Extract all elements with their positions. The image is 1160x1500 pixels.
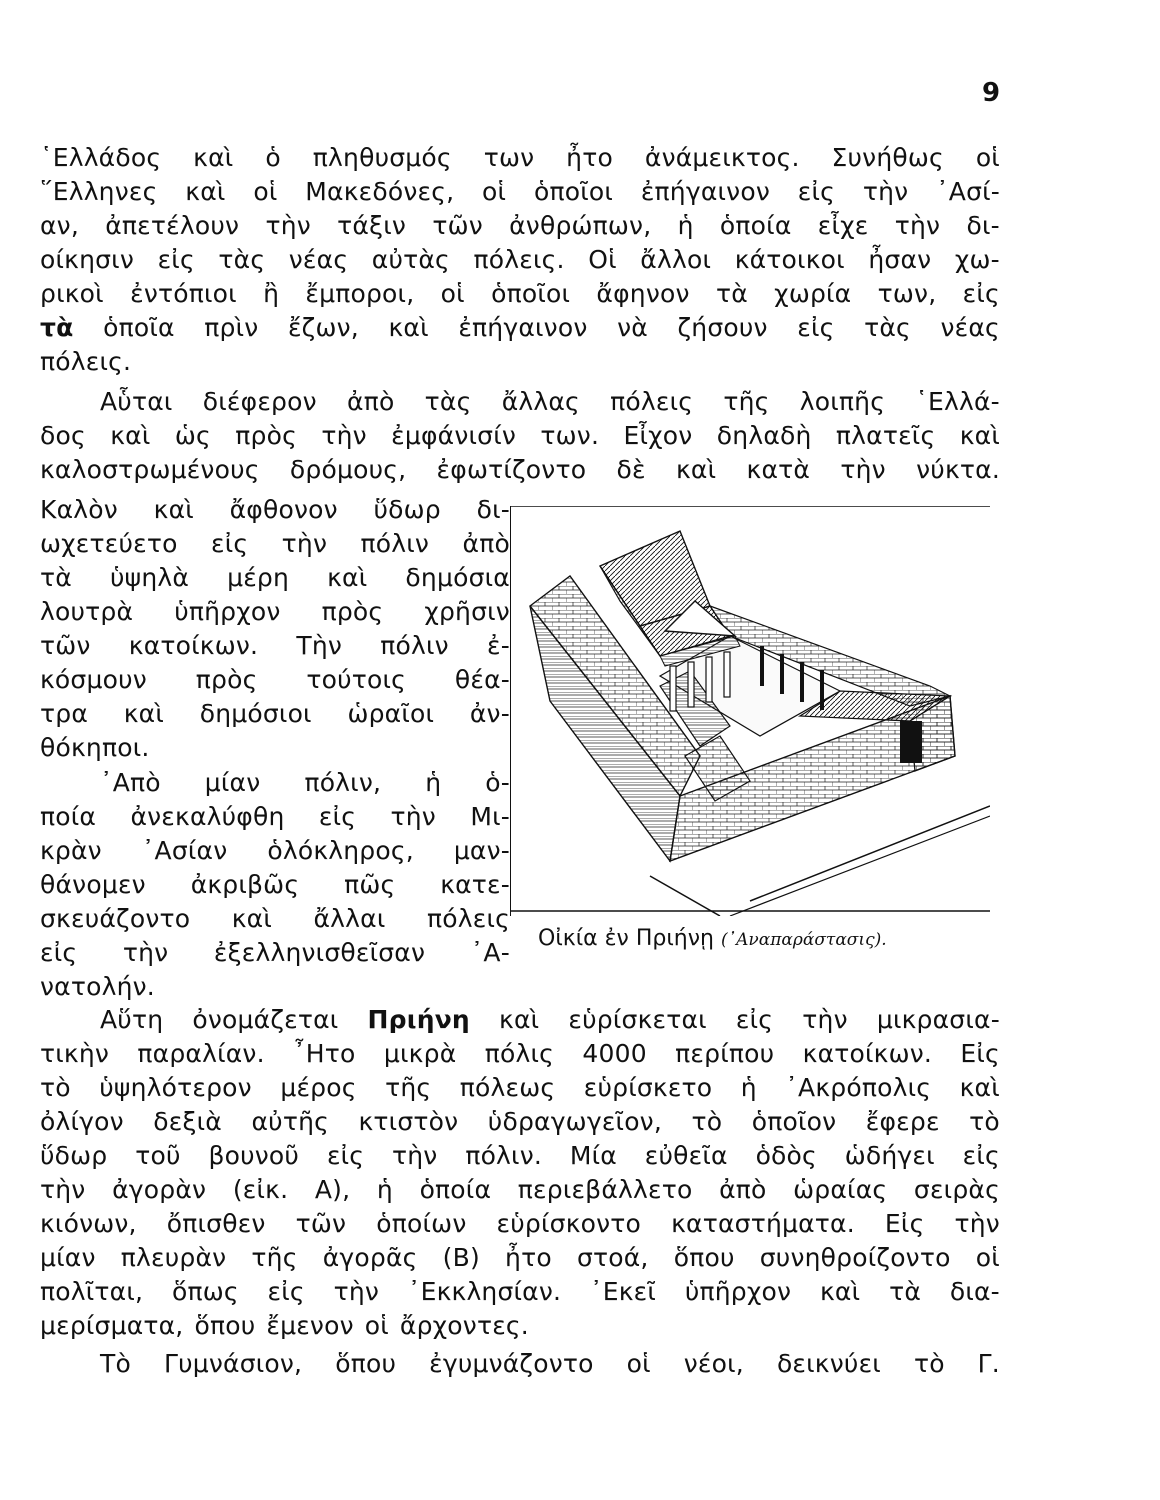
caption-subtitle: (᾿Αναπαράστασις). — [720, 930, 887, 950]
word: τὰ — [715, 279, 748, 308]
word: Εἶχον — [623, 421, 693, 450]
word: δρόμους, — [289, 455, 407, 484]
word: ἡ — [677, 211, 694, 240]
word: χωρία — [774, 279, 852, 308]
word: Μακεδόνες, — [305, 177, 455, 206]
word: πληθυσμός — [312, 143, 452, 172]
word: εἰς — [211, 529, 249, 558]
word: δια- — [949, 1277, 1000, 1306]
word: τὰ — [889, 1277, 922, 1306]
word: μέρη — [227, 563, 290, 592]
word: Γυμνάσιον, — [163, 1349, 303, 1378]
word: εἶχε — [817, 211, 869, 240]
word: ἀπὸ — [462, 529, 510, 558]
word: πόλεις — [427, 904, 510, 933]
word: κιόνων, — [40, 1209, 137, 1238]
word: των, — [877, 279, 937, 308]
word: εἰς — [797, 177, 836, 206]
word: αὐτῆς — [251, 1107, 329, 1136]
word: δος — [40, 421, 86, 450]
word: πῶς — [344, 870, 396, 899]
word: περίπου — [675, 1039, 775, 1068]
text-line — [40, 595, 510, 629]
word: ὅπου — [673, 1243, 735, 1272]
word: οἱ — [253, 177, 278, 206]
word: ᾿Α- — [470, 938, 510, 967]
word: Τὸ — [100, 1349, 131, 1378]
word: ἔφερε — [865, 1107, 940, 1136]
text-line — [40, 1173, 1000, 1207]
word: χρῆσιν — [424, 597, 510, 626]
word: πλατεῖς — [835, 421, 936, 450]
word: καὶ — [959, 1073, 1000, 1102]
word: πόλεις — [610, 387, 694, 416]
word: δι- — [476, 495, 510, 524]
word: ἔμενον — [266, 1311, 354, 1340]
text-line — [40, 527, 510, 561]
word: τὴν — [321, 421, 367, 450]
word: νατολήν. — [40, 972, 155, 1001]
word: ᾿Απὸ — [100, 768, 161, 797]
word: ὀλίγον — [40, 1107, 124, 1136]
word: ὡραίας — [793, 1175, 888, 1204]
word: ἄλλας — [501, 387, 580, 416]
word: ὁποῖα — [103, 313, 175, 342]
text-line — [40, 561, 510, 595]
word: οἱ — [482, 177, 507, 206]
word: λοιπῆς — [799, 387, 886, 416]
word: εὑρίσκεται — [568, 1005, 707, 1034]
word: κατὰ — [746, 455, 811, 484]
text-line — [40, 453, 1000, 487]
word: λουτρὰ — [40, 597, 134, 626]
word: θέα- — [454, 665, 510, 694]
word: σκευάζοντο — [40, 904, 191, 933]
word: νέοι, — [683, 1349, 744, 1378]
word: Τὴν — [296, 631, 343, 660]
word: διέφερον — [202, 387, 317, 416]
word: Εἰς — [884, 1209, 925, 1238]
text-line — [40, 1241, 1000, 1275]
word: Αὕτη — [100, 1005, 164, 1034]
word: τὰς — [864, 313, 911, 342]
word: ὡραῖοι — [347, 699, 435, 728]
word: ἦτο — [505, 1243, 552, 1272]
word: Μι- — [470, 802, 510, 831]
word: ἔμποροι, — [305, 279, 415, 308]
word: καὶ — [675, 455, 717, 484]
word: μίαν — [204, 768, 261, 797]
word: νὰ — [617, 313, 648, 342]
word: πρὸς — [321, 597, 384, 626]
word: ἦσαν — [868, 245, 932, 274]
word: νύκτα. — [916, 455, 1000, 484]
word: μικρὰ — [383, 1039, 457, 1068]
word: τῆς — [723, 387, 770, 416]
word: Καλὸν — [40, 495, 118, 524]
word: πόλιν — [360, 529, 430, 558]
word: ὁποία — [419, 1175, 492, 1204]
word: ῞Ελληνες — [40, 177, 158, 206]
text-line — [40, 1105, 1000, 1139]
word: ὁ — [265, 143, 281, 172]
word: καὶ — [123, 699, 164, 728]
text-line — [40, 629, 510, 663]
word: κόσμουν — [40, 665, 147, 694]
word: ἐγυμνάζοντο — [429, 1349, 594, 1378]
text-line — [40, 697, 510, 731]
text-line — [40, 868, 510, 902]
word: ἀκριβῶς — [190, 870, 300, 899]
word: αν, — [40, 211, 79, 240]
word: ὁποίων — [376, 1209, 467, 1238]
word: δημόσια — [405, 563, 510, 592]
word: πόλιν, — [304, 768, 382, 797]
word: Συνήθως — [831, 143, 944, 172]
text-line — [40, 345, 1000, 379]
word: ὁλόκληρος, — [267, 836, 414, 865]
text-line — [40, 1071, 1000, 1105]
text-line — [40, 419, 1000, 453]
word: συνηθροίζοντο — [759, 1243, 951, 1272]
word: βουνοῦ — [208, 1141, 300, 1170]
word: τὰ — [40, 563, 72, 592]
text-line — [40, 277, 1000, 311]
word: καὶ — [819, 1277, 861, 1306]
word: δὲ — [616, 455, 646, 484]
word: ὑψηλὰ — [109, 563, 190, 592]
word: εἰς — [962, 279, 1000, 308]
word: πλευρὰν — [120, 1243, 227, 1272]
text-line — [40, 1275, 1000, 1309]
word: οἱ — [975, 1243, 1000, 1272]
word: των — [483, 143, 535, 172]
word: χω- — [954, 245, 1000, 274]
word: (Β) — [442, 1243, 480, 1272]
word: (εἰκ. — [232, 1175, 289, 1204]
text-line — [100, 1347, 1000, 1381]
word: ἡ — [740, 1073, 757, 1102]
word: εἰς — [157, 245, 195, 274]
word: τὴν — [840, 455, 886, 484]
word: οἱ — [626, 1349, 651, 1378]
word: ἦτο — [566, 143, 613, 172]
text-line — [40, 209, 1000, 243]
word: καλοστρωμένους — [40, 455, 260, 484]
word: ἔζων, — [287, 313, 359, 342]
word: ἄρχοντες. — [399, 1311, 529, 1340]
page-number: 9 — [982, 78, 1001, 108]
word: καὶ — [959, 421, 1000, 450]
word: περιεβάλλετο — [517, 1175, 693, 1204]
word: εἰς — [962, 1141, 1000, 1170]
word: ὑπῆρχον — [174, 597, 281, 626]
word: Μία — [569, 1141, 617, 1170]
word: οἱ — [364, 1311, 389, 1340]
word: τῶν — [40, 631, 91, 660]
word: ὅπως — [171, 1277, 239, 1306]
word: αὐτὰς — [371, 245, 450, 274]
text-line — [40, 936, 510, 970]
word: ζήσουν — [677, 313, 768, 342]
text-line — [40, 902, 510, 936]
word: πόλιν. — [465, 1141, 543, 1170]
word: ῾Ελλάδος — [40, 143, 162, 172]
text-line — [40, 970, 510, 1004]
text-line — [40, 1207, 1000, 1241]
text-line — [100, 1003, 1000, 1037]
text-line — [40, 493, 510, 527]
word: καὶ — [231, 904, 273, 933]
text-line — [40, 243, 1000, 277]
word: ἀπὸ — [719, 1175, 767, 1204]
word: των. — [540, 421, 600, 450]
word: Οἱ — [588, 245, 617, 274]
word: πόλιν — [380, 631, 449, 660]
word: ὅπου — [194, 1311, 256, 1340]
word: ᾿Ασί- — [936, 177, 1000, 206]
word: πολῖται, — [40, 1277, 144, 1306]
word: ὑψηλότερον — [99, 1073, 252, 1102]
word: καὶ — [185, 177, 226, 206]
figure-caption — [538, 924, 887, 955]
word: μαν- — [453, 836, 510, 865]
word: τῆς — [385, 1073, 432, 1102]
word: τῶν — [295, 1209, 347, 1238]
word: κάτοικοι — [734, 245, 845, 274]
word: τὰς — [424, 387, 472, 416]
word: ἀγορᾶς — [322, 1243, 418, 1272]
word: παραλίαν. — [137, 1039, 265, 1068]
word: μέρος — [280, 1073, 357, 1102]
word: στοά, — [576, 1243, 649, 1272]
word: ὕδωρ — [373, 495, 441, 524]
word: τὰς — [218, 245, 266, 274]
word: τὴν — [333, 1277, 380, 1306]
word: εὐθεῖα — [644, 1141, 728, 1170]
word: ὑδραγωγεῖον, — [487, 1107, 662, 1136]
word: καταστήματα. — [671, 1209, 855, 1238]
word: εὑρίσκοντο — [496, 1209, 642, 1238]
word: ὁδὸς — [755, 1141, 817, 1170]
word: τῆς — [251, 1243, 298, 1272]
word: τὴν — [390, 802, 436, 831]
word: ἀνθρώπων, — [509, 211, 652, 240]
word: ἡ — [376, 1175, 393, 1204]
word: τὴν — [392, 1141, 438, 1170]
word: νέας — [940, 313, 1000, 342]
word: ῾Ελλά- — [915, 387, 1000, 416]
word: πρὸς — [195, 665, 258, 694]
word: τικὴν — [40, 1039, 110, 1068]
word: ὡδήγει — [844, 1141, 935, 1170]
word: οἱ — [440, 279, 465, 308]
word: ὀνομάζεται — [192, 1005, 339, 1034]
word: πρὸς — [235, 421, 297, 450]
word: Γ. — [977, 1349, 1000, 1378]
word: τῶν — [432, 211, 483, 240]
word: Αὗται — [100, 387, 173, 416]
word: πόλις — [484, 1039, 555, 1068]
text-line — [100, 766, 510, 800]
word: ῏Ητο — [293, 1039, 356, 1068]
word: ἐντόπιοι — [130, 279, 237, 308]
word: ὁ- — [485, 768, 510, 797]
word: ὁποῖοι — [533, 177, 614, 206]
word: κτιστὸν — [358, 1107, 459, 1136]
caption-title: Οἰκία ἐν Πριήνῃ — [538, 926, 714, 951]
word: ὁποῖον — [751, 1107, 837, 1136]
text-line — [40, 731, 510, 765]
text-line — [40, 1139, 1000, 1173]
word: ὑπῆρχον — [684, 1277, 792, 1306]
text-line — [100, 385, 1000, 419]
word: ὁποῖοι — [491, 279, 571, 308]
word: ἡ — [425, 768, 442, 797]
text-line — [40, 800, 510, 834]
word: καὶ — [110, 421, 151, 450]
word: ἐξελληνισθεῖσαν — [213, 938, 426, 967]
word: δημόσιοι — [199, 699, 312, 728]
word: Εἰς — [960, 1039, 1000, 1068]
word: εἰς — [735, 1005, 774, 1034]
word: κατοίκων. — [128, 631, 259, 660]
word: ᾿Ασίαν — [141, 836, 228, 865]
word: πρὶν — [204, 313, 259, 342]
word: καὶ — [327, 563, 368, 592]
word: εἰς — [326, 1141, 365, 1170]
word: τὸ — [913, 1349, 945, 1378]
word: ἐπήγαινον — [458, 313, 588, 342]
word: σειρὰς — [913, 1175, 1000, 1204]
word: ἢ — [263, 279, 280, 308]
word: εὑρίσκετο — [583, 1073, 713, 1102]
word: ᾿Εκεῖ — [590, 1277, 657, 1306]
word: ἄφηνον — [596, 279, 690, 308]
word: ἐπήγαινον — [640, 177, 770, 206]
word: Α), — [314, 1175, 351, 1204]
word: μίαν — [40, 1243, 96, 1272]
word: οἱ — [975, 143, 1000, 172]
word: καὶ — [153, 495, 194, 524]
word: τάξιν — [337, 211, 407, 240]
text-line — [40, 311, 1000, 345]
word: εἰς — [267, 1277, 305, 1306]
word: Πριήνη — [367, 1005, 470, 1034]
word: τὴν — [265, 211, 311, 240]
word: τοῦ — [135, 1141, 181, 1170]
word: καὶ — [499, 1005, 540, 1034]
word: ὕδωρ — [40, 1141, 108, 1170]
word: κατε- — [440, 870, 510, 899]
word: ἄφθονον — [229, 495, 338, 524]
word: δεικνύει — [776, 1349, 881, 1378]
word: ᾿Ακρόπολις — [785, 1073, 932, 1102]
word: ἀν- — [469, 699, 510, 728]
word: καὶ — [193, 143, 234, 172]
word: τὴν — [281, 529, 328, 558]
word: 4000 — [582, 1039, 647, 1068]
word: εἰς — [318, 802, 357, 831]
word: ὄπισθεν — [166, 1209, 266, 1238]
house-drawing — [510, 506, 990, 916]
word: τὸ — [691, 1107, 723, 1136]
word: ωχετεύετο — [40, 529, 178, 558]
word: εἰς — [40, 938, 78, 967]
word: ἐμφάνισίν — [391, 421, 517, 450]
word: θόκηποι. — [40, 733, 150, 762]
word: ὡς — [174, 421, 211, 450]
word: ἀπὸ — [347, 387, 395, 416]
word: ρικοὶ — [40, 279, 104, 308]
text-line — [40, 175, 1000, 209]
word: ἀγορὰν — [112, 1175, 207, 1204]
word: ᾿Εκκλησίαν. — [407, 1277, 562, 1306]
word: δεξιὰ — [153, 1107, 222, 1136]
text-line — [40, 663, 510, 697]
text-line — [40, 1309, 1000, 1343]
word: κρὰν — [40, 836, 102, 865]
word: τὸ — [40, 1073, 71, 1102]
word: ἐ- — [487, 631, 510, 660]
word: ἀπετέλουν — [105, 211, 240, 240]
word: τὴν — [954, 1209, 1000, 1238]
word: πόλεις. — [40, 347, 132, 376]
text-line — [40, 834, 510, 868]
word: δι- — [966, 211, 1000, 240]
word: τὰ — [40, 313, 74, 342]
word: μερίσματα, — [40, 1311, 184, 1340]
word: ἐφωτίζοντο — [436, 455, 587, 484]
word: οίκησιν — [40, 245, 135, 274]
word: ὁποία — [719, 211, 792, 240]
word: τὴν — [802, 1005, 848, 1034]
word: τρα — [40, 699, 88, 728]
word: τὸ — [969, 1107, 1000, 1136]
word: τὴν — [862, 177, 909, 206]
word: ἄλλοι — [640, 245, 712, 274]
word: ἀνεκαλύφθη — [130, 802, 285, 831]
word: ἀνάμεικτος. — [644, 143, 800, 172]
word: θάνομεν — [40, 870, 146, 899]
word: εἰς — [797, 313, 835, 342]
text-line — [40, 1037, 1000, 1071]
word: τούτοις — [306, 665, 407, 694]
word: καὶ — [388, 313, 429, 342]
word: νέας — [288, 245, 349, 274]
word: κατοίκων. — [802, 1039, 933, 1068]
word: δηλαδὴ — [716, 421, 812, 450]
word: τὴν — [122, 938, 169, 967]
word: τὴν — [40, 1175, 86, 1204]
word: ἄλλαι — [313, 904, 386, 933]
word: πόλεως — [459, 1073, 556, 1102]
text-line — [40, 141, 1000, 175]
word: ὅπου — [335, 1349, 397, 1378]
word: μικρασια- — [876, 1005, 1000, 1034]
word: πόλεις. — [473, 245, 565, 274]
house-illustration — [510, 506, 990, 916]
word: ποία — [40, 802, 97, 831]
word: τὴν — [894, 211, 941, 240]
